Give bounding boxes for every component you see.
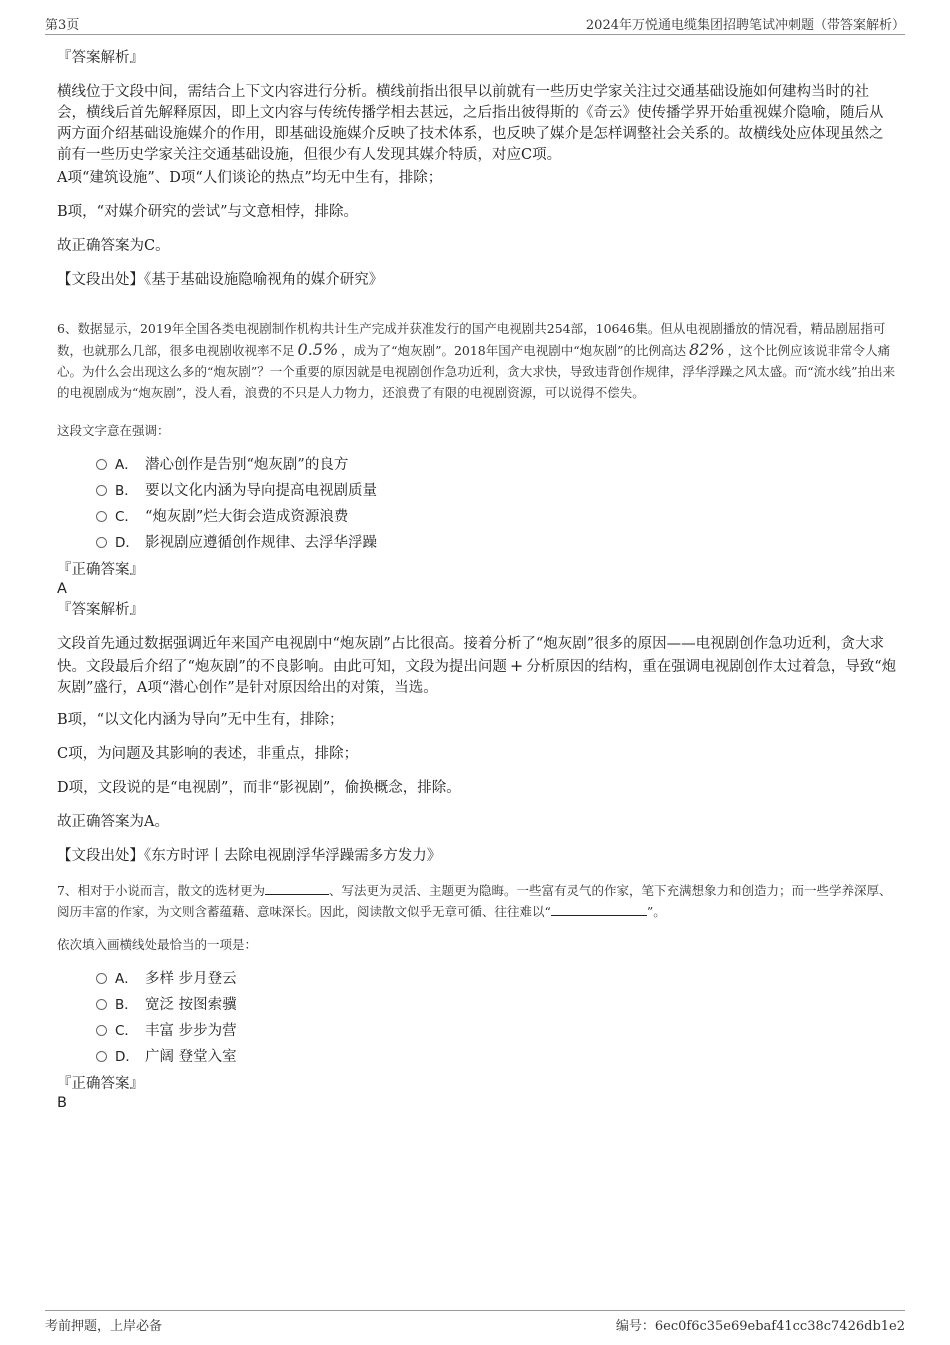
q6-option-c[interactable]: C． “炮灰剧”烂大街会造成资源浪费	[96, 506, 348, 528]
q6-option-a[interactable]: A． 潜心创作是告别“炮灰剧”的良方	[96, 454, 348, 476]
q7-option-b[interactable]: B． 宽泛 按图索骥	[96, 994, 237, 1016]
radio-icon[interactable]	[96, 537, 107, 548]
radio-icon[interactable]	[96, 511, 107, 522]
radio-icon[interactable]	[96, 459, 107, 470]
plus-sign: +	[509, 656, 524, 675]
page-header	[45, 14, 905, 35]
q6-rate-low: 0.5%	[297, 340, 339, 359]
q6-elimination-c: C项，为问题及其影响的表述，非重点，排除；	[57, 746, 359, 762]
q6-source: 【文段出处】《东方时评丨去除电视剧浮华浮躁需多方发力》	[57, 848, 442, 864]
q7-option-c[interactable]: C． 丰富 步步为营	[96, 1020, 237, 1042]
q5-analysis-text: 横线位于文段中间，需结合上下文内容进行分析。横线前指出很早以前就有一些历史学家关注过交通基础设施如何建构当时的社会，横线后首先解释原因，即上文内容与传统传播学相去甚远，之后指出彼得斯的《奇云》使传播学界开始重视媒介隐喻，随后从两方面介绍基础设施媒介的作用，即基础设施媒介反映了技术体系，也反映了媒介是怎样调整社会关系的。故横线处应体现虽然之前有一些历史学家关注交通基础设施，但很少有人发现其媒介特质，对应C项。	[57, 84, 884, 163]
q7-stem: 7、相对于小说而言，散文的选材更为 、写法更为灵活、主题更为隐晦。一些富有灵气的作家，笔下充满想象力和创造力；而一些学养深厚、阅历丰富的作家，为文则含蓄蕴藉、意味深长。因此，阅读散文似乎无章可循、往往难以“ ”。	[57, 883, 892, 919]
q7-answer-label: 『正确答案』	[57, 1076, 144, 1092]
radio-icon[interactable]	[96, 1025, 107, 1036]
radio-icon[interactable]	[96, 999, 107, 1010]
q6-analysis-text: 文段首先通过数据强调近年来国产电视剧中“炮灰剧”占比很高。接着分析了“炮灰剧”很多的原因——电视剧创作急功近利，贪大求快。文段最后介绍了“炮灰剧”的不良影响。由此可知，文段为提出问题 + 分析原因的结构，重在强调电视剧创作太过着急，导致“炮灰剧”盛行，A项“潜心创作”是针对原因给出的对策，当选。	[57, 636, 897, 696]
q6-prompt: 这段文字意在强调：	[57, 423, 170, 438]
footer-slogan: 考前押题，上岸必备	[45, 1319, 163, 1334]
q6-analysis-label: 『答案解析』	[57, 602, 144, 618]
q7-prompt: 依次填入画横线处最恰当的一项是：	[57, 937, 258, 952]
q5-source: 【文段出处】《基于基础设施隐喻视角的媒介研究》	[57, 272, 384, 288]
q5-analysis-label: 『答案解析』	[57, 50, 144, 66]
q6-option-b[interactable]: B． 要以文化内涵为导向提高电视剧质量	[96, 480, 377, 502]
q7-option-a[interactable]: A． 多样 步月登云	[96, 968, 237, 990]
q6-conclusion: 故正确答案为A。	[57, 814, 169, 830]
q6-stem-part2: ，成为了“炮灰剧”。2018年国产电视剧中“炮灰剧”的比例高达	[341, 343, 687, 358]
q7-answer: B	[57, 1095, 67, 1111]
q6-stem-part1: 6、数据显示，2019年全国各类电视剧制作机构共计生产完成并获准发行的国产电视剧共254部，10646集。但从电视剧播放的情况看，精品剧屈指可数，也就那么几部，很多电视剧收视率不足	[57, 321, 886, 358]
radio-icon[interactable]	[96, 973, 107, 984]
q5-conclusion: 故正确答案为C。	[57, 238, 170, 254]
radio-icon[interactable]	[96, 1051, 107, 1062]
q5-elimination-a-d: A项“建筑设施”、D项“人们谈论的热点”均无中生有，排除；	[57, 170, 443, 186]
document-id: 编号：6ec0f6c35e69ebaf41cc38c7426db1e2	[615, 1319, 905, 1334]
document-title: 2024年万悦通电缆集团招聘笔试冲刺题（带答案解析）	[585, 18, 905, 33]
q6-option-d[interactable]: D． 影视剧应遵循创作规律、去浮华浮躁	[96, 532, 377, 554]
q6-rate-high: 82%	[689, 340, 725, 359]
q6-stem	[57, 318, 897, 403]
q6-elimination-d: D项，文段说的是“电视剧”，而非“影视剧”，偷换概念，排除。	[57, 780, 461, 796]
q7-option-d[interactable]: D． 广阔 登堂入室	[96, 1046, 237, 1068]
q6-answer: A	[57, 581, 67, 597]
page-number: 第3页	[45, 18, 80, 33]
q7-blank-2	[551, 903, 647, 916]
q5-elimination-b: B项，“对媒介研究的尝试”与文意相悖，排除。	[57, 204, 358, 220]
q6-elimination-b: B项，“以文化内涵为导向”无中生有，排除；	[57, 712, 344, 728]
q6-answer-label: 『正确答案』	[57, 562, 144, 578]
q6-stem-part3: ，这个比例应该说非常令人痛心。为什么会出现这么多的“炮灰剧”？一个重要的原因就是电视剧创作急功近利，贪大求快，导致违背创作规律，浮华浮躁之风太盛。而“流水线”拍出来的电视剧成为“炮灰剧”，没人看，浪费的不只是人力物力，还浪费了有限的电视剧资源，可以说得不偿失。	[57, 343, 896, 400]
q7-blank-1	[265, 882, 329, 895]
page-footer	[45, 1310, 905, 1339]
radio-icon[interactable]	[96, 485, 107, 496]
